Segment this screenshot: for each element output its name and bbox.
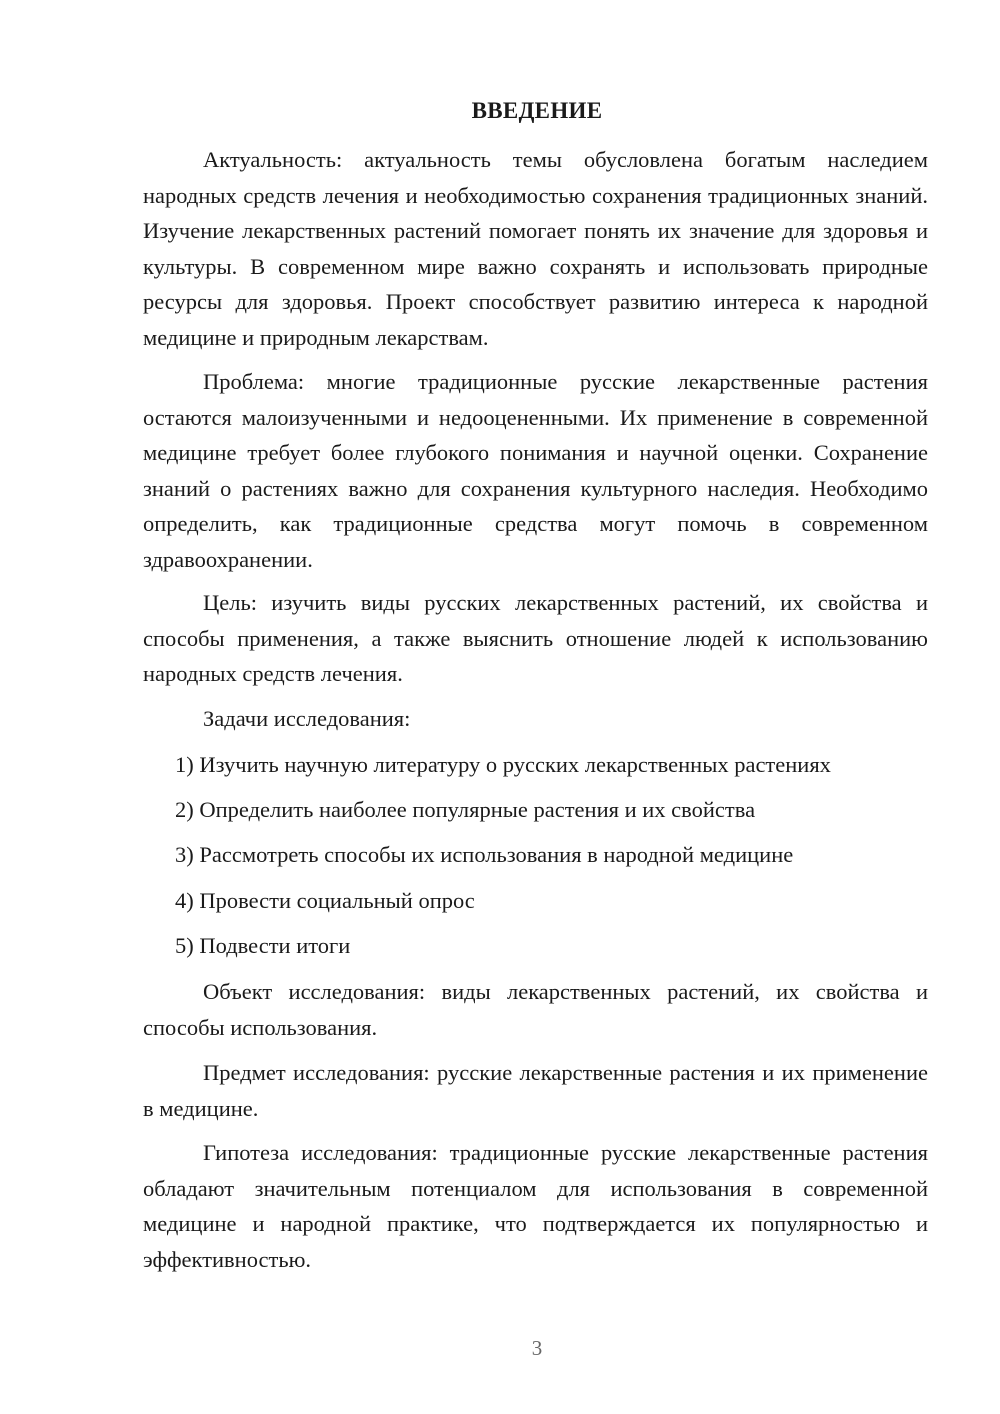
relevance-paragraph: Актуальность: актуальность темы обусловлена богатым наследием народных средств лечения и необходимостью сохранения традиционных знаний. Изучение лекарственных растений помогает понять их значение для здоровья и культуры. В современном мире важно сохранять и использовать природные ресурсы для здоровья. Проект способствует развитию интереса к народной медицине и природным лекарствам. (143, 147, 928, 350)
page-number: 3 (531, 1336, 543, 1360)
task-item-4: 4) Провести социальный опрос (175, 888, 475, 913)
tasks-heading: Задачи исследования: (203, 706, 411, 731)
hypothesis-paragraph: Гипотеза исследования: традиционные русские лекарственные растения обладают значительным потенциалом для использования в современной медицине и народной практике, что подтверждается их популярностью и эффективностью. (143, 1140, 928, 1272)
task-item-1: 1) Изучить научную литературу о русских лекарственных растениях (175, 752, 831, 777)
task-item-3: 3) Рассмотреть способы их использования в народной медицине (175, 842, 794, 867)
task-item-2: 2) Определить наиболее популярные растения и их свойства (175, 797, 756, 822)
task-item-5: 5) Подвести итоги (175, 933, 351, 958)
object-paragraph: Объект исследования: виды лекарственных растений, их свойства и способы использования. (143, 979, 928, 1040)
subject-paragraph: Предмет исследования: русские лекарственные растения и их применение в медицине. (143, 1060, 928, 1121)
problem-paragraph: Проблема: многие традиционные русские лекарственные растения остаются малоизученными и недооцененными. Их применение в современной медицине требует более глубокого понимания и научной оценки. Сохранение знаний о растениях важно для сохранения культурного наследия. Необходимо определить, как традиционные средства могут помочь в современном здравоохранении. (143, 369, 928, 572)
page-title: ВВЕДЕНИЕ (471, 98, 603, 123)
goal-paragraph: Цель: изучить виды русских лекарственных растений, их свойства и способы применения, а также выяснить отношение людей к использованию народных средств лечения. (143, 590, 928, 686)
